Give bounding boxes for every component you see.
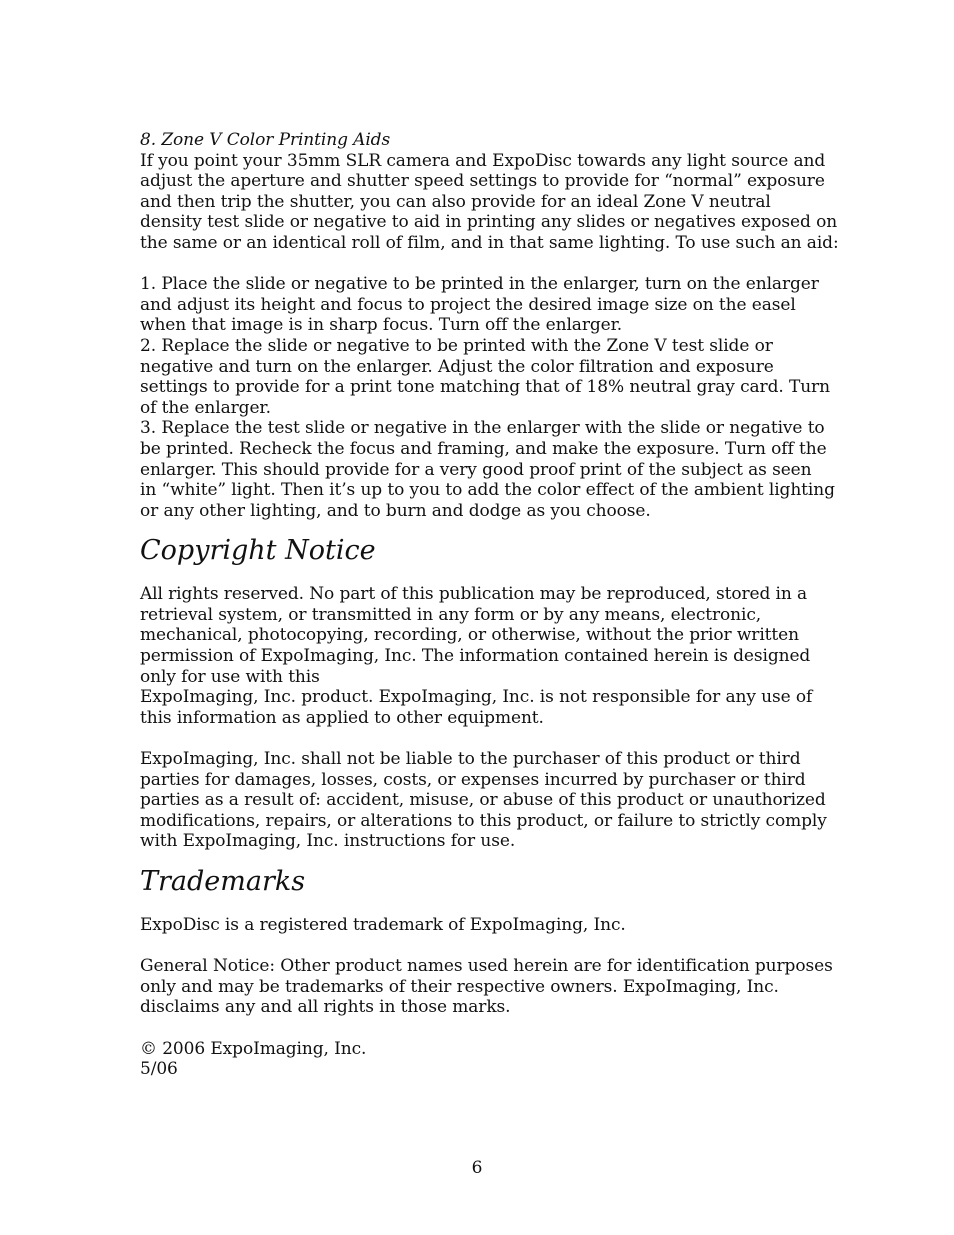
- section-subheading: 8. Zone V Color Printing Aids: [140, 130, 391, 150]
- text-line: when that image is in sharp focus. Turn off the enlarger.: [140, 315, 623, 336]
- text-line: of the enlarger.: [140, 397, 271, 418]
- text-line: in “white” light. Then it’s up to you to add the color effect of the ambient lighting: [140, 480, 835, 501]
- copyright-footer: [140, 1039, 820, 1080]
- page-number: 6: [471, 1158, 483, 1178]
- copyright-year-line: © 2006 ExpoImaging, Inc.: [140, 1038, 367, 1059]
- text-line: only for use with this: [140, 666, 320, 687]
- text-line: adjust the aperture and shutter speed settings to provide for “normal” exposure: [140, 171, 825, 192]
- text-line: or any other lighting, and to burn and dodge as you choose.: [140, 500, 651, 521]
- text-line: with ExpoImaging, Inc. instructions for use.: [140, 831, 516, 852]
- text-line: disclaims any and all rights in those marks.: [140, 997, 511, 1018]
- text-line: ExpoImaging, Inc. shall not be liable to the purchaser of this product or third: [140, 749, 801, 770]
- text-line: and then trip the shutter, you can also provide for an ideal Zone V neutral: [140, 191, 771, 212]
- text-line: modifications, repairs, or alterations to this product, or failure to strictly comply: [140, 810, 827, 831]
- text-line: mechanical, photocopying, recording, or otherwise, without the prior written: [140, 625, 799, 646]
- text-line: only and may be trademarks of their respective owners. ExpoImaging, Inc.: [140, 976, 779, 997]
- paragraph-gap: [140, 254, 820, 275]
- text-line: enlarger. This should provide for a very good proof print of the subject as seen: [140, 459, 812, 480]
- text-line: be printed. Recheck the focus and framing, and make the exposure. Turn off the: [140, 438, 827, 459]
- document-page: [140, 130, 839, 1080]
- paragraph-gap: [140, 936, 820, 957]
- text-line: negative and turn on the enlarger. Adjust the color filtration and exposure: [140, 356, 774, 377]
- text-line: retrieval system, or transmitted in any form or by any means, electronic,: [140, 604, 762, 625]
- text-line: density test slide or negative to aid in printing any slides or negatives exposed on: [140, 212, 838, 233]
- text-line: General Notice: Other product names used herein are for identification purposes: [140, 956, 833, 977]
- copyright-paragraph-1: [140, 584, 820, 728]
- trademarks-paragraph-2: [140, 956, 833, 1018]
- text-line: 2. Replace the slide or negative to be printed with the Zone V test slide or: [140, 335, 773, 356]
- copyright-heading: Copyright Notice: [140, 535, 376, 567]
- text-line: ExpoImaging, Inc. product. ExpoImaging, Inc. is not responsible for any use of: [140, 687, 813, 708]
- text-line: parties as a result of: accident, misuse, or abuse of this product or unauthorized: [140, 790, 826, 811]
- revision-date-line: 5/06: [140, 1059, 178, 1080]
- section-intro-paragraph: [140, 150, 839, 254]
- text-line: permission of ExpoImaging, Inc. The information contained herein is designed: [140, 646, 811, 667]
- text-line: parties for damages, losses, costs, or expenses incurred by purchaser or third: [140, 769, 806, 790]
- text-line: If you point your 35mm SLR camera and ExpoDisc towards any light source and: [140, 150, 826, 171]
- text-line: All rights reserved. No part of this publication may be reproduced, stored in a: [140, 584, 808, 605]
- trademarks-paragraph-1: [140, 915, 820, 936]
- text-line: and adjust its height and focus to project the desired image size on the easel: [140, 294, 796, 315]
- steps-list: [140, 274, 835, 521]
- text-line: this information as applied to other equipment.: [140, 707, 544, 728]
- paragraph-gap: [140, 728, 820, 749]
- copyright-paragraph-2: [140, 749, 827, 852]
- text-line: settings to provide for a print tone matching that of 18% neutral gray card. Turn: [140, 377, 830, 398]
- paragraph-gap: [140, 1018, 820, 1039]
- text-line: 1. Place the slide or negative to be printed in the enlarger, turn on the enlarger: [140, 274, 819, 295]
- text-line: 3. Replace the test slide or negative in the enlarger with the slide or negative to: [140, 418, 825, 439]
- text-line: ExpoDisc is a registered trademark of ExpoImaging, Inc.: [140, 915, 626, 935]
- text-line: the same or an identical roll of film, and in that same lighting. To use such an aid:: [140, 232, 839, 253]
- trademarks-heading: Trademarks: [140, 866, 306, 897]
